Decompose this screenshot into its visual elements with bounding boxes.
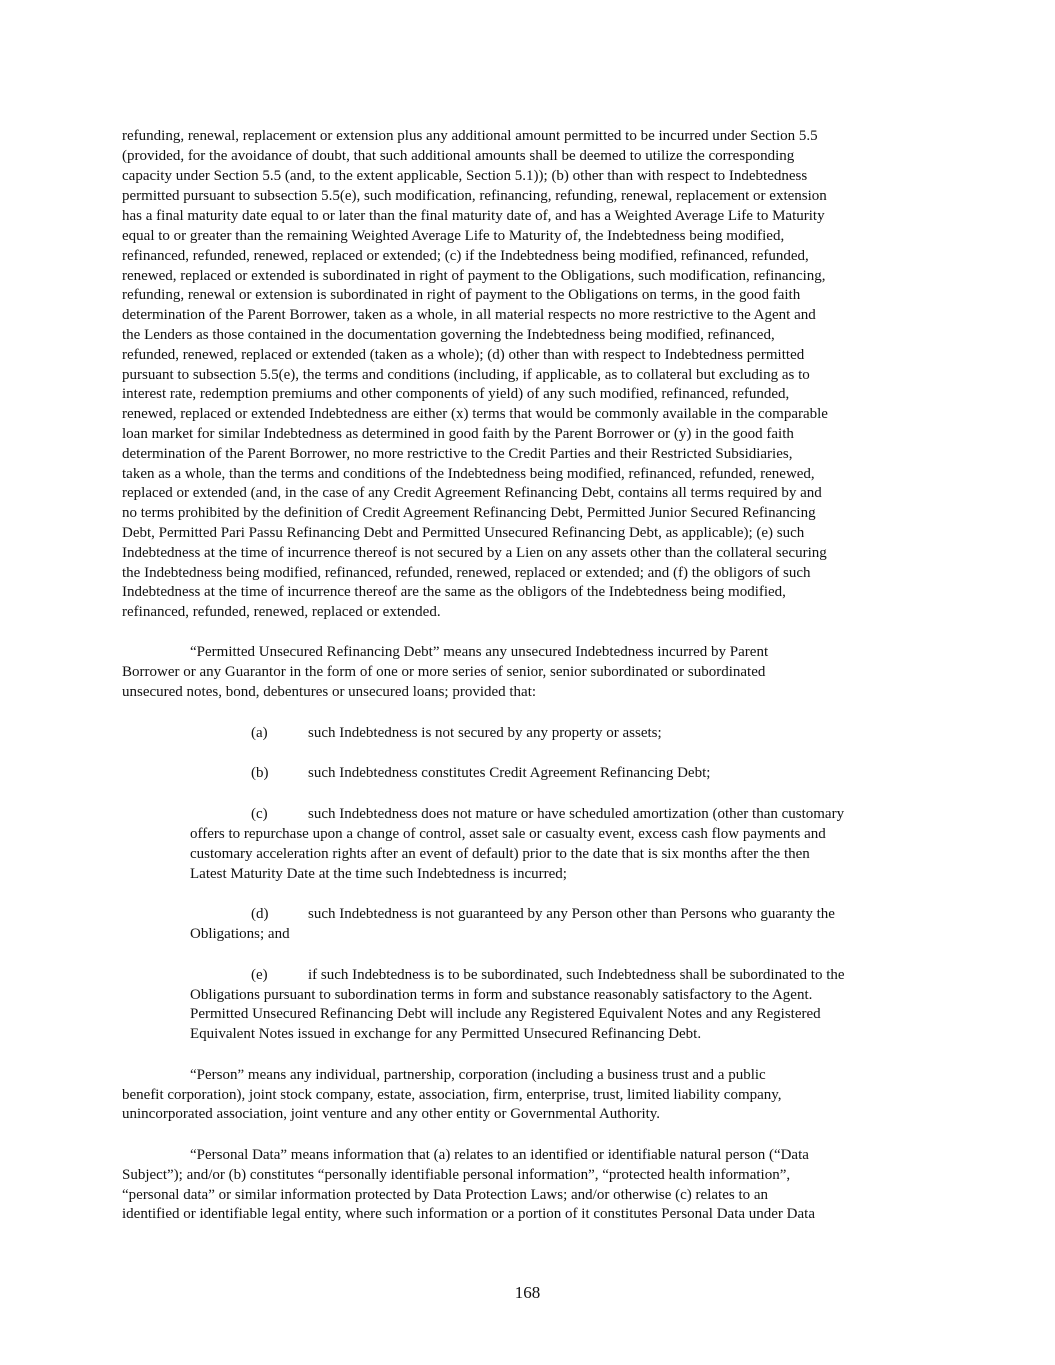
text-line: such Indebtedness is not guaranteed by any Person other than Persons who guaranty the (308, 906, 835, 922)
text-line: refunding, renewal, replacement or extension plus any additional amount permitted to be incurred under Section 5.5 (122, 128, 818, 144)
item-label: (b) (251, 765, 269, 781)
item-label: (d) (251, 906, 269, 922)
text-line: (provided, for the avoidance of doubt, that such additional amounts shall be deemed to utilize the corresponding (122, 148, 795, 164)
text-line: refunding, renewal or extension is subordinated in right of payment to the Obligations on terms, in the good faith (122, 287, 801, 303)
text-line: determination of the Parent Borrower, no more restrictive to the Credit Parties and their Restricted Subsidiaries, (122, 446, 793, 462)
text-line: customary acceleration rights after an event of default) prior to the date that is six months after the then (190, 846, 810, 862)
text-line: unsecured notes, bond, debentures or unsecured loans; provided that: (122, 684, 537, 700)
text-line: renewed, replaced or extended Indebtedness are either (x) terms that would be commonly available in the comparable (122, 406, 828, 422)
text-line: “Permitted Unsecured Refinancing Debt” means any unsecured Indebtedness incurred by Parent (190, 644, 769, 660)
text-line: Borrower or any Guarantor in the form of one or more series of senior, senior subordinated or subordinated (122, 664, 766, 680)
text-line: Permitted Unsecured Refinancing Debt will include any Registered Equivalent Notes and any Registered (190, 1006, 821, 1022)
text-line: identified or identifiable legal entity, where such information or a portion of it constitutes Personal Data under Data (122, 1206, 815, 1222)
text-line: Subject”); and/or (b) constitutes “personally identifiable personal information”, “protected health information”, (122, 1167, 791, 1183)
text-line: interest rate, redemption premiums and other components of yield) of any such modified, refinanced, refunded, (122, 386, 790, 402)
text-line: loan market for similar Indebtedness as determined in good faith by the Parent Borrower or (y) in the good faith (122, 426, 794, 442)
text-line: the Lenders as those contained in the documentation governing the Indebtedness being modified, refinanced, (122, 327, 775, 343)
text-line: replaced or extended (and, in the case of any Credit Agreement Refinancing Debt, contains all terms required by and (122, 485, 822, 501)
text-line: refinanced, refunded, renewed, replaced or extended; (c) if the Indebtedness being modified, refinanced, refunded, (122, 248, 809, 264)
item-label: (c) (251, 806, 268, 822)
text-line: Obligations pursuant to subordination terms in form and substance reasonably satisfactory to the Agent. (190, 987, 813, 1003)
text-line: capacity under Section 5.5 (and, to the extent applicable, Section 5.1)); (b) other than with respect to Indebtedness (122, 168, 808, 184)
text-line: such Indebtedness constitutes Credit Agreement Refinancing Debt; (308, 765, 711, 781)
text-line: has a final maturity date equal to or later than the final maturity date of, and has a Weighted Average Life to Maturity (122, 208, 825, 224)
text-line: Equivalent Notes issued in exchange for any Permitted Unsecured Refinancing Debt. (190, 1026, 702, 1042)
item-label: (a) (251, 725, 268, 741)
text-line: “personal data” or similar information protected by Data Protection Laws; and/or otherwise (c) relates to an (122, 1187, 769, 1203)
text-line: benefit corporation), joint stock company, estate, association, firm, enterprise, trust, limited liability company, (122, 1087, 782, 1103)
text-line: refunded, renewed, replaced or extended (taken as a whole); (d) other than with respect to Indebtedness permitted (122, 347, 805, 363)
text-line: Indebtedness at the time of incurrence thereof are the same as the obligors of the Indebtedness being modified, (122, 584, 786, 600)
page-number: 168 (514, 1283, 541, 1302)
text-line: Indebtedness at the time of incurrence thereof is not secured by a Lien on any assets other than the collateral securing (122, 545, 827, 561)
text-line: “Personal Data” means information that (a) relates to an identified or identifiable natural person (“Data (190, 1147, 809, 1163)
text-line: such Indebtedness is not secured by any property or assets; (308, 725, 662, 741)
text-line: taken as a whole, than the terms and conditions of the Indebtedness being modified, refinanced, refunded, renewed, (122, 466, 815, 482)
text-line: equal to or greater than the remaining Weighted Average Life to Maturity of, the Indebtedness being modified, (122, 228, 785, 244)
text-line: Latest Maturity Date at the time such Indebtedness is incurred; (190, 866, 567, 882)
text-line: offers to repurchase upon a change of control, asset sale or casualty event, excess cash flow payments and (190, 826, 826, 842)
text-line: Obligations; and (190, 926, 290, 942)
item-label: (e) (251, 967, 268, 983)
text-line: determination of the Parent Borrower, taken as a whole, in all material respects no more restrictive to the Agent and (122, 307, 816, 323)
text-line: no terms prohibited by the definition of Credit Agreement Refinancing Debt, Permitted Junior Secured Refinancing (122, 505, 816, 521)
text-line: unincorporated association, joint venture and any other entity or Governmental Authority. (122, 1106, 661, 1122)
text-line: Debt, Permitted Pari Passu Refinancing Debt and Permitted Unsecured Refinancing Debt, as applicable); (e) such (122, 525, 805, 541)
text-line: permitted pursuant to subsection 5.5(e), such modification, refinancing, refunding, renewal, replacement or extension (122, 188, 827, 204)
text-line: pursuant to subsection 5.5(e), the terms and conditions (including, if applicable, as to collateral but excluding as to (122, 367, 810, 383)
text-line: refinanced, refunded, renewed, replaced or extended. (122, 604, 441, 620)
text-line: if such Indebtedness is to be subordinated, such Indebtedness shall be subordinated to the (308, 967, 845, 983)
text-line: “Person” means any individual, partnership, corporation (including a business trust and a public (190, 1067, 766, 1083)
text-line: such Indebtedness does not mature or have scheduled amortization (other than customary (308, 806, 845, 822)
text-line: the Indebtedness being modified, refinanced, refunded, renewed, replaced or extended; and (f) the obligors of such (122, 565, 811, 581)
text-line: renewed, replaced or extended is subordinated in right of payment to the Obligations, such modification, refinancing, (122, 268, 826, 284)
